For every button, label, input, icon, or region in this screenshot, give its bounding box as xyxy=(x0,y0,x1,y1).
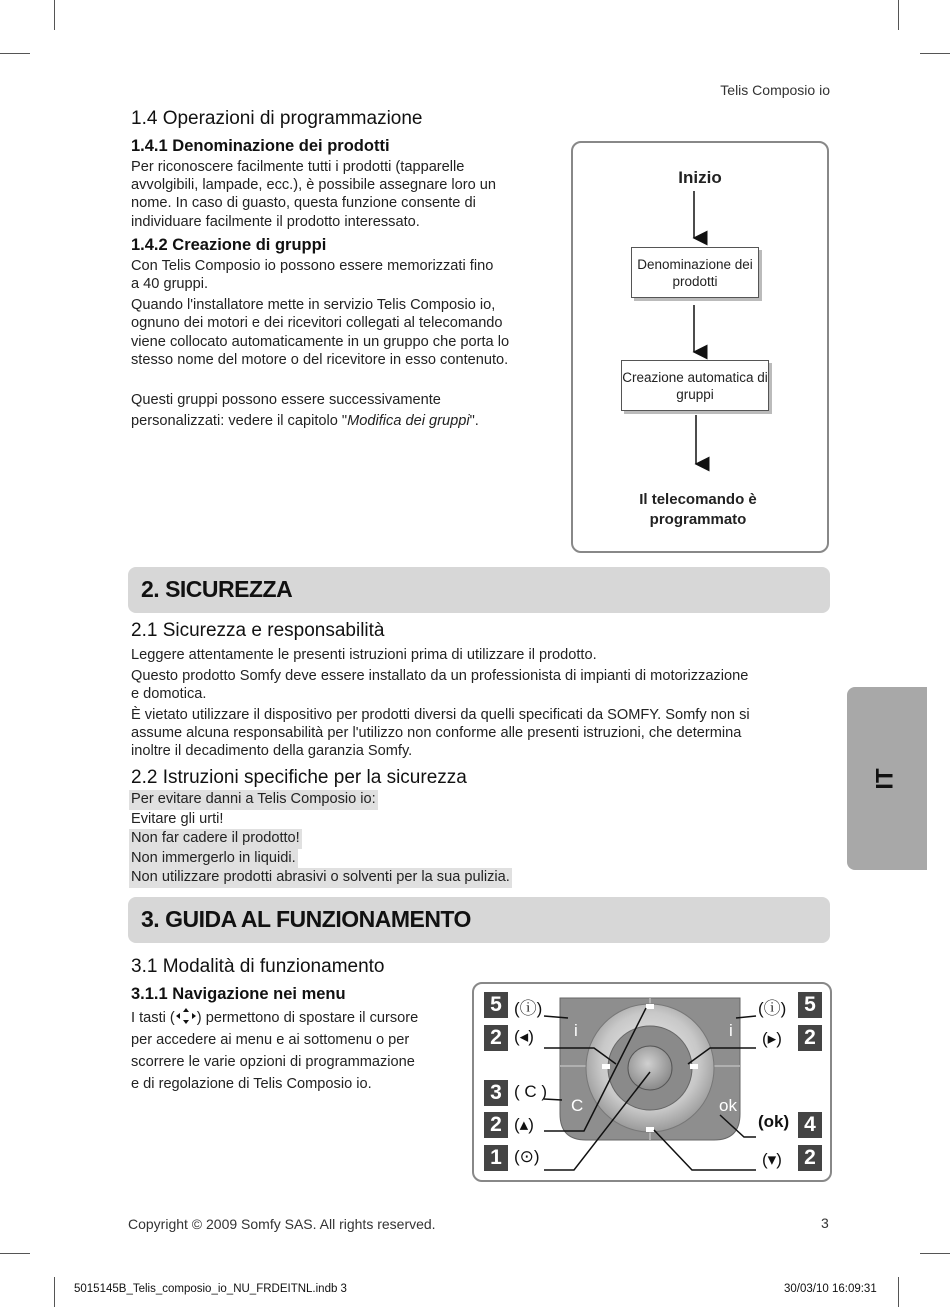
callout-number: 5 xyxy=(798,992,822,1018)
text-line xyxy=(131,412,561,430)
running-header: Telis Composio io xyxy=(720,82,830,98)
text-line: per accedere ai menu e ai sottomenu o per xyxy=(131,1032,410,1048)
text-line: inoltre il decadimento della garanzia Somfy. xyxy=(131,743,413,760)
navigation-arrows-icon xyxy=(175,1007,197,1025)
paragraph xyxy=(131,391,561,430)
key-label-ok: ok xyxy=(719,1096,737,1115)
callout-number: 1 xyxy=(484,1145,508,1171)
text-line: e domotica. xyxy=(131,686,207,703)
flow-end: Il telecomando è programmato xyxy=(639,491,757,528)
callout-key: (⊙) xyxy=(514,1147,540,1166)
flowchart-box xyxy=(571,141,829,553)
callout-key: (▾) xyxy=(762,1150,782,1169)
text-line: individuare facilmente il prodotto interessato. xyxy=(131,213,420,230)
language-code: IT xyxy=(871,768,899,790)
text-line xyxy=(131,1007,461,1029)
flow-step-naming: Denominazione dei prodotti xyxy=(631,247,759,298)
text-line: Quando l'installatore mette in servizio Telis Composio io, xyxy=(131,297,496,314)
section-band-sicurezza xyxy=(128,567,830,613)
text-fragment: ) permettono di spostare il cursore xyxy=(196,1010,419,1026)
text-fragment: I tasti ( xyxy=(131,1010,175,1026)
section-1-4 xyxy=(131,108,561,430)
safety-instructions-list xyxy=(129,790,821,888)
paragraph xyxy=(131,257,561,293)
copyright: Copyright © 2009 Somfy SAS. All rights reserved. xyxy=(128,1216,436,1232)
text-line: Questi gruppi possono essere successivamente xyxy=(131,392,441,409)
paragraph xyxy=(131,706,821,761)
section-title: 2.2 Istruzioni specifiche per la sicurezza xyxy=(131,767,467,789)
text-fragment: ". xyxy=(469,413,479,430)
callout-number: 2 xyxy=(484,1112,508,1138)
crop-mark xyxy=(898,0,899,30)
callout-number: 5 xyxy=(484,992,508,1018)
band-title: 2. SICUREZZA xyxy=(141,576,293,602)
paragraph xyxy=(131,158,561,231)
section-title: 1.4 Operazioni di programmazione xyxy=(131,108,423,129)
section-band-guida xyxy=(128,897,830,943)
paragraph xyxy=(131,296,561,369)
callout-key: (▴) xyxy=(514,1115,534,1134)
text-line: scorrere le varie opzioni di programmazione xyxy=(131,1054,415,1070)
slug-filename: 5015145B_Telis_composio_io_NU_FRDEITNL.indb 3 xyxy=(74,1283,347,1295)
paragraph xyxy=(131,1007,461,1095)
safety-line: Non far cadere il prodotto! xyxy=(129,829,302,849)
text-line: e di regolazione di Telis Composio io. xyxy=(131,1076,372,1092)
crop-mark xyxy=(54,0,55,30)
text-line: Questo prodotto Somfy deve essere installato da un professionista di impianti di motorizzazione xyxy=(131,668,749,685)
text-line: ognuno dei motori e dei ricevitori collegati al telecomando xyxy=(131,315,503,332)
crop-mark xyxy=(920,53,950,54)
language-tab xyxy=(847,687,927,870)
page-number: 3 xyxy=(821,1215,829,1231)
callout-key: (ⓘ) xyxy=(514,999,543,1018)
chapter-reference: Modifica dei gruppi xyxy=(347,413,470,430)
section-title: 3.1 Modalità di funzionamento xyxy=(131,956,385,977)
flow-step-groups: Creazione automatica di gruppi xyxy=(621,360,769,411)
callout-number: 2 xyxy=(798,1025,822,1051)
section-2 xyxy=(131,620,821,888)
crop-mark xyxy=(898,1277,899,1307)
text-fragment: personalizzati: vedere il capitolo " xyxy=(131,413,348,430)
key-label-c: C xyxy=(571,1096,584,1115)
safety-line: Non utilizzare prodotti abrasivi o solventi per la sua pulizia. xyxy=(129,868,512,888)
text-line: a 40 gruppi. xyxy=(131,276,209,293)
slug-timestamp: 30/03/10 16:09:31 xyxy=(784,1283,877,1295)
callout-number: 2 xyxy=(798,1145,822,1171)
callout-number: 4 xyxy=(798,1112,822,1138)
text-line: Con Telis Composio io possono essere memorizzati fino xyxy=(131,257,494,274)
paragraph xyxy=(131,667,821,703)
callout-key: (▸) xyxy=(762,1029,782,1048)
safety-line: Per evitare danni a Telis Composio io: xyxy=(129,790,378,810)
crop-mark xyxy=(54,1277,55,1307)
remote-keypad-diagram xyxy=(472,982,832,1182)
text-line: Per riconoscere facilmente tutti i prodotti (tapparelle xyxy=(131,159,465,175)
callout-key: ( C ) xyxy=(514,1082,548,1101)
callout-key: (ok) xyxy=(758,1112,790,1131)
key-label-i-right: i xyxy=(729,1021,733,1040)
crop-mark xyxy=(0,53,30,54)
safety-line: Non immergerlo in liquidi. xyxy=(129,849,298,869)
text-line: stesso nome del motore o del ricevitore in esso contenuto. xyxy=(131,351,509,368)
select-button xyxy=(628,1046,672,1090)
band-title: 3. GUIDA AL FUNZIONAMENTO xyxy=(141,906,471,932)
callout-number: 2 xyxy=(484,1025,508,1051)
text-line: assume alcuna responsabilità per l'utilizzo non conforme alle presenti istruzioni, che determina xyxy=(131,724,742,741)
key-label-i-left: i xyxy=(574,1021,578,1040)
callout-number: 3 xyxy=(484,1080,508,1106)
crop-mark xyxy=(0,1253,30,1254)
subsection-title: 1.4.1 Denominazione dei prodotti xyxy=(131,137,390,155)
flow-start: Inizio xyxy=(678,168,722,187)
paragraph: Leggere attentamente le presenti istruzioni prima di utilizzare il prodotto. xyxy=(131,647,597,663)
text-line: viene collocato automaticamente in un gruppo che porta lo xyxy=(131,333,510,350)
callout-key: (◂) xyxy=(514,1027,534,1046)
text-line: nome. In caso di guasto, questa funzione consente di xyxy=(131,195,476,212)
text-line: avvolgibili, lampade, ecc.), è possibile assegnare loro un xyxy=(131,177,497,194)
text-line: È vietato utilizzare il dispositivo per prodotti diversi da quelli specificati da SOMFY. Somfy non si xyxy=(131,706,750,723)
subsection-title: 1.4.2 Creazione di gruppi xyxy=(131,235,327,254)
section-3 xyxy=(131,956,461,1095)
callout-key: (ⓘ) xyxy=(758,999,787,1018)
subsection-title: 3.1.1 Navigazione nei menu xyxy=(131,985,346,1003)
safety-line: Evitare gli urti! xyxy=(131,810,224,827)
section-title: 2.1 Sicurezza e responsabilità xyxy=(131,620,385,641)
crop-mark xyxy=(920,1253,950,1254)
